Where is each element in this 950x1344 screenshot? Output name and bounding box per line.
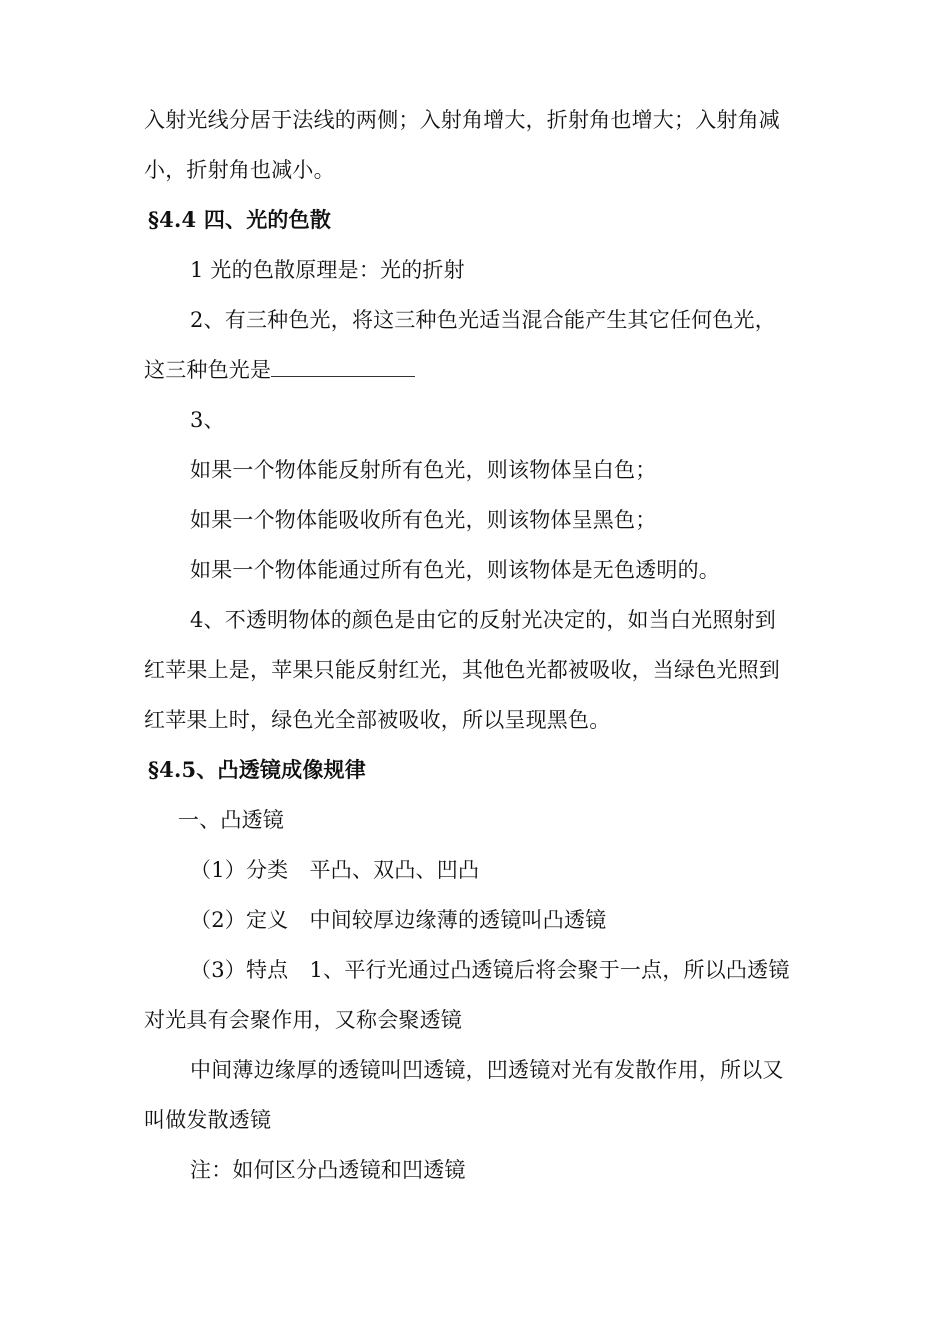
paragraph-line: 中间薄边缘厚的透镜叫凹透镜，凹透镜对光有发散作用，所以又 bbox=[190, 1058, 784, 1082]
paragraph-line: （1）分类 平凸、双凸、凹凸 bbox=[190, 858, 480, 882]
fill-in-text: 这三种色光是 bbox=[144, 358, 272, 382]
section-heading-4-5: §4.5、凸透镜成像规律 bbox=[148, 757, 366, 782]
paragraph-line: 小，折射角也减小。 bbox=[144, 158, 335, 182]
paragraph-line: 一、凸透镜 bbox=[178, 808, 284, 832]
answer-blank bbox=[271, 358, 415, 377]
paragraph-line: 2、有三种色光，将这三种色光适当混合能产生其它任何色光， bbox=[190, 308, 776, 332]
paragraph-line: 3、 bbox=[190, 408, 225, 432]
paragraph-line: 如果一个物体能反射所有色光，则该物体呈白色； bbox=[190, 458, 657, 482]
paragraph-line: 如果一个物体能吸收所有色光，则该物体呈黑色； bbox=[190, 508, 657, 532]
paragraph-line: （2）定义 中间较厚边缘薄的透镜叫凸透镜 bbox=[190, 908, 607, 932]
paragraph-line: 对光具有会聚作用，又称会聚透镜 bbox=[144, 1008, 462, 1032]
paragraph-line: 叫做发散透镜 bbox=[144, 1108, 272, 1132]
paragraph-line: 注：如何区分凸透镜和凹透镜 bbox=[190, 1158, 466, 1182]
paragraph-line: 1 光的色散原理是：光的折射 bbox=[190, 258, 465, 282]
paragraph-line: 入射光线分居于法线的两侧；入射角增大，折射角也增大；入射角减 bbox=[144, 108, 780, 132]
fill-in-line bbox=[144, 357, 415, 383]
section-heading-4-4: §4.4 四、光的色散 bbox=[148, 207, 332, 232]
paragraph-line: 红苹果上是，苹果只能反射红光，其他色光都被吸收，当绿色光照到 bbox=[144, 658, 780, 682]
paragraph-line: 红苹果上时，绿色光全部被吸收，所以呈现黑色。 bbox=[144, 708, 611, 732]
paragraph-line: （3）特点 1、平行光通过凸透镜后将会聚于一点，所以凸透镜 bbox=[190, 958, 790, 982]
paragraph-line: 如果一个物体能通过所有色光，则该物体是无色透明的。 bbox=[190, 558, 720, 582]
paragraph-line: 4、不透明物体的颜色是由它的反射光决定的，如当白光照射到 bbox=[190, 608, 776, 632]
